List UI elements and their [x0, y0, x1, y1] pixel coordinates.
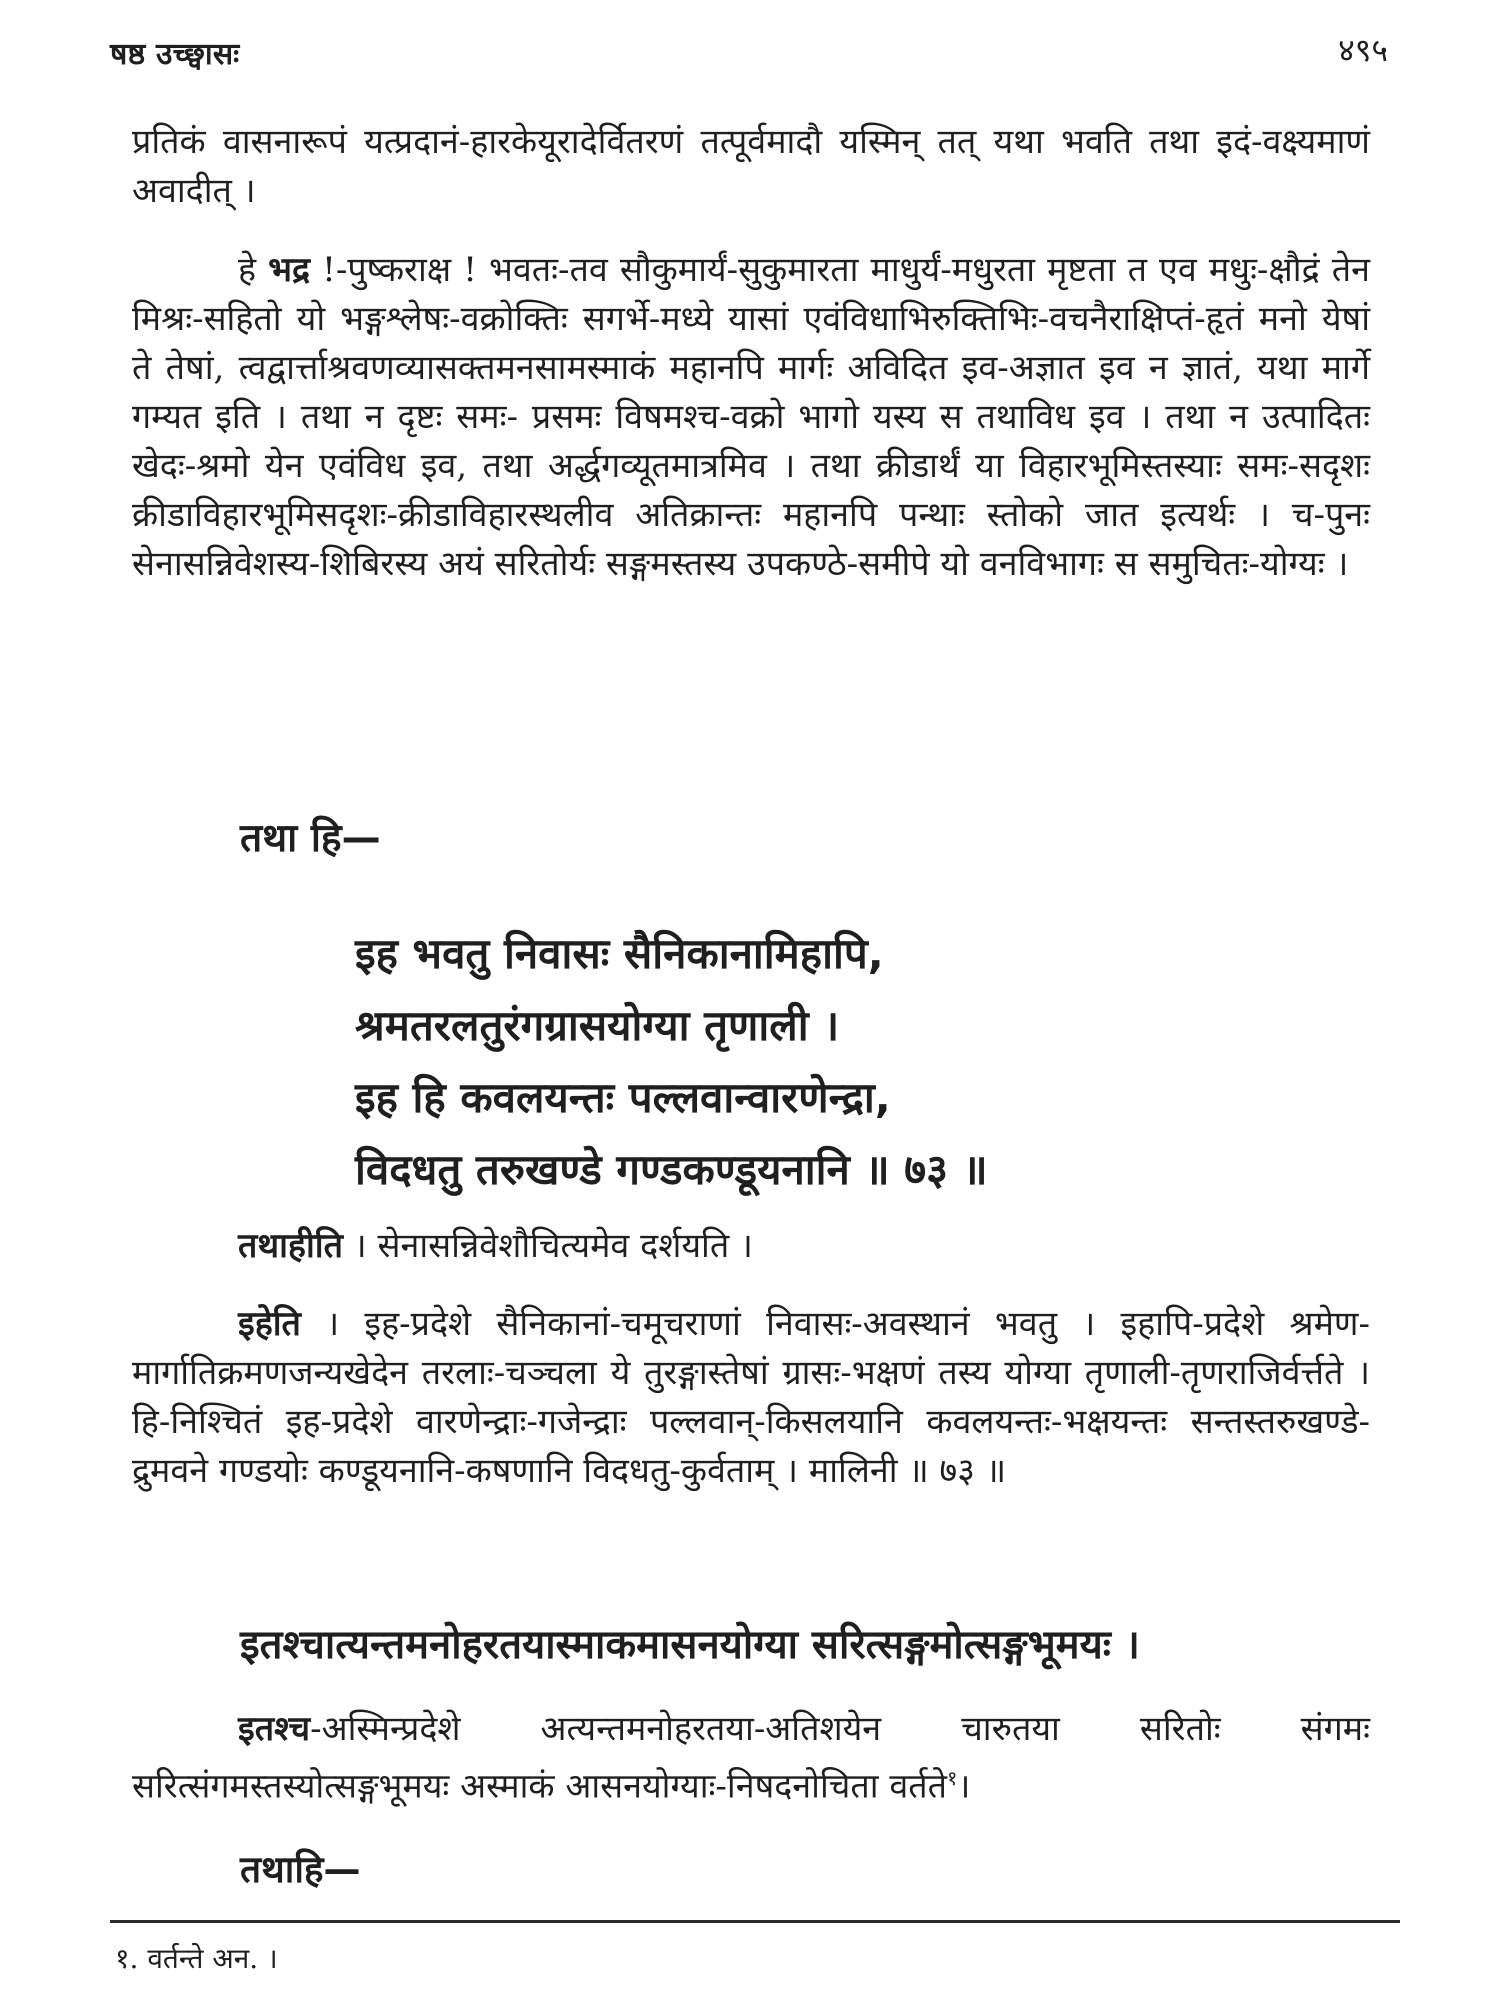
footnote: १. वर्तन्ते अन. ।: [115, 1942, 278, 1975]
page-number: ४९५: [1338, 31, 1388, 69]
verse-line: श्रमतरलतुरंगग्रासयोग्या तृणाली ।: [355, 1001, 840, 1050]
paragraph-itashcha: [132, 1705, 1370, 1811]
section-heading-tathahi: तथाहि—: [240, 1848, 361, 1891]
paragraph-commentary-1: [132, 246, 1370, 589]
footnote-marker: १: [947, 1766, 958, 1790]
verse-line: इह हि कवलयन्तः पल्लवान्वारणेन्द्रा,: [355, 1073, 891, 1122]
section-heading-tatha-hi: तथा हि—: [240, 816, 381, 861]
bold-term: इतश्च: [238, 1709, 311, 1749]
bold-term: इहेति: [238, 1304, 301, 1344]
para-text: -अस्मिन्प्रदेशे अत्यन्तमनोहरतया-अतिशयेन चारुतया सरितोः संगमः सरित्संगमस्तस्योत्सङ्गभूमयः अस्माकं आसनयोग्याः-निषदनोचिता वर्तते: [132, 1709, 1370, 1807]
para-text: !-पुष्कराक्ष ! भवतः-तव सौकुमार्यं-सुकुमारता माधुर्यं-मधुरता मृष्टता त एव मधुः-क्षौद्रं तेन मिश्रः-सहितो यो भङ्गश्लेषः-वक्रोक्तिः सगर्भे-मध्ये यासां एवंविधाभिरुक्तिभिः-वचनैराक्षिप्तं-हृतं मनो येषां ते तेषां, त्वद्वार्त्ताश्रवणव्यासक्तमनसामस्माकं महानपि मार्गः अविदित इव-अज्ञात इव न ज्ञातं, यथा मार्गे गम्यत इति । तथा न दृष्टः समः- प्रसमः विषमश्च-वक्रो भागो यस्य स तथाविध इव । तथा न उत्पादितः खेदः-श्रमो येन एवंविध इव, तथा अर्द्धगव्यूतमात्रमिव । तथा क्रीडार्थं या विहारभूमिस्तस्याः समः-सदृशः क्रीडाविहारभूमिसदृशः-क्रीडाविहारस्थलीव अतिक्रान्तः महानपि पन्थाः स्तोको जात इत्यर्थः । च-पुनः सेनासन्निवेशस्य-शिबिरस्य अयं सरितोर्यः सङ्गमस्तस्य उपकण्ठे-समीपे यो वनविभागः स समुचितः-योग्यः ।: [132, 250, 1370, 584]
paragraph-tathahiti: [132, 1222, 1370, 1271]
para-lead-text: हे: [238, 250, 269, 290]
running-header: षष्ठ उच्छ्वासः: [110, 37, 240, 72]
main-text-line: इतश्चात्यन्तमनोहरतयास्माकमासनयोग्या सरित्सङ्गमोत्सङ्गभूमयः ।: [240, 1622, 1140, 1668]
paragraph-iheti: [132, 1300, 1370, 1496]
para-text: । इह-प्रदेशे सैनिकानां-चमूचराणां निवासः-अवस्थानं भवतु । इहापि-प्रदेशे श्रमेण-मार्गातिक्रमणजन्यखेदेन तरलाः-चञ्चला ये तुरङ्गास्तेषां ग्रासः-भक्षणं तस्य योग्या तृणाली-तृणराजिर्वर्त्तते । हि-निश्चितं इह-प्रदेशे वारणेन्द्राः-गजेन्द्राः पल्लवान्-किसलयानि कवलयन्तः-भक्षयन्तः सन्तस्तरुखण्डे-द्रुमवने गण्डयोः कण्डूयनानि-कषणानि विदधतु-कुर्वताम् । मालिनी ॥ ७३ ॥: [132, 1304, 1370, 1491]
verse-line: इह भवतु निवासः सैनिकानामिहापि,: [355, 929, 884, 978]
paragraph-continuation: प्रतिकं वासनारूपं यत्प्रदानं-हारकेयूरादेर्वितरणं तत्पूर्वमादौ यस्मिन् तत् यथा भवति तथा इदं-वक्ष्यमाणं अवादीत् ।: [132, 122, 1370, 211]
para-end: ।: [957, 1766, 971, 1807]
bold-term: तथाहीति: [238, 1226, 343, 1266]
para-text: । सेनासन्निवेशौचित्यमेव दर्शयति ।: [342, 1226, 753, 1266]
verse-line: विदधतु तरुखण्डे गण्डकण्डूयनानि ॥ ७३ ॥: [355, 1145, 988, 1194]
bold-term: भद्र: [268, 250, 311, 290]
verse-block: [355, 918, 1215, 1206]
footnote-divider: [110, 1920, 1400, 1923]
